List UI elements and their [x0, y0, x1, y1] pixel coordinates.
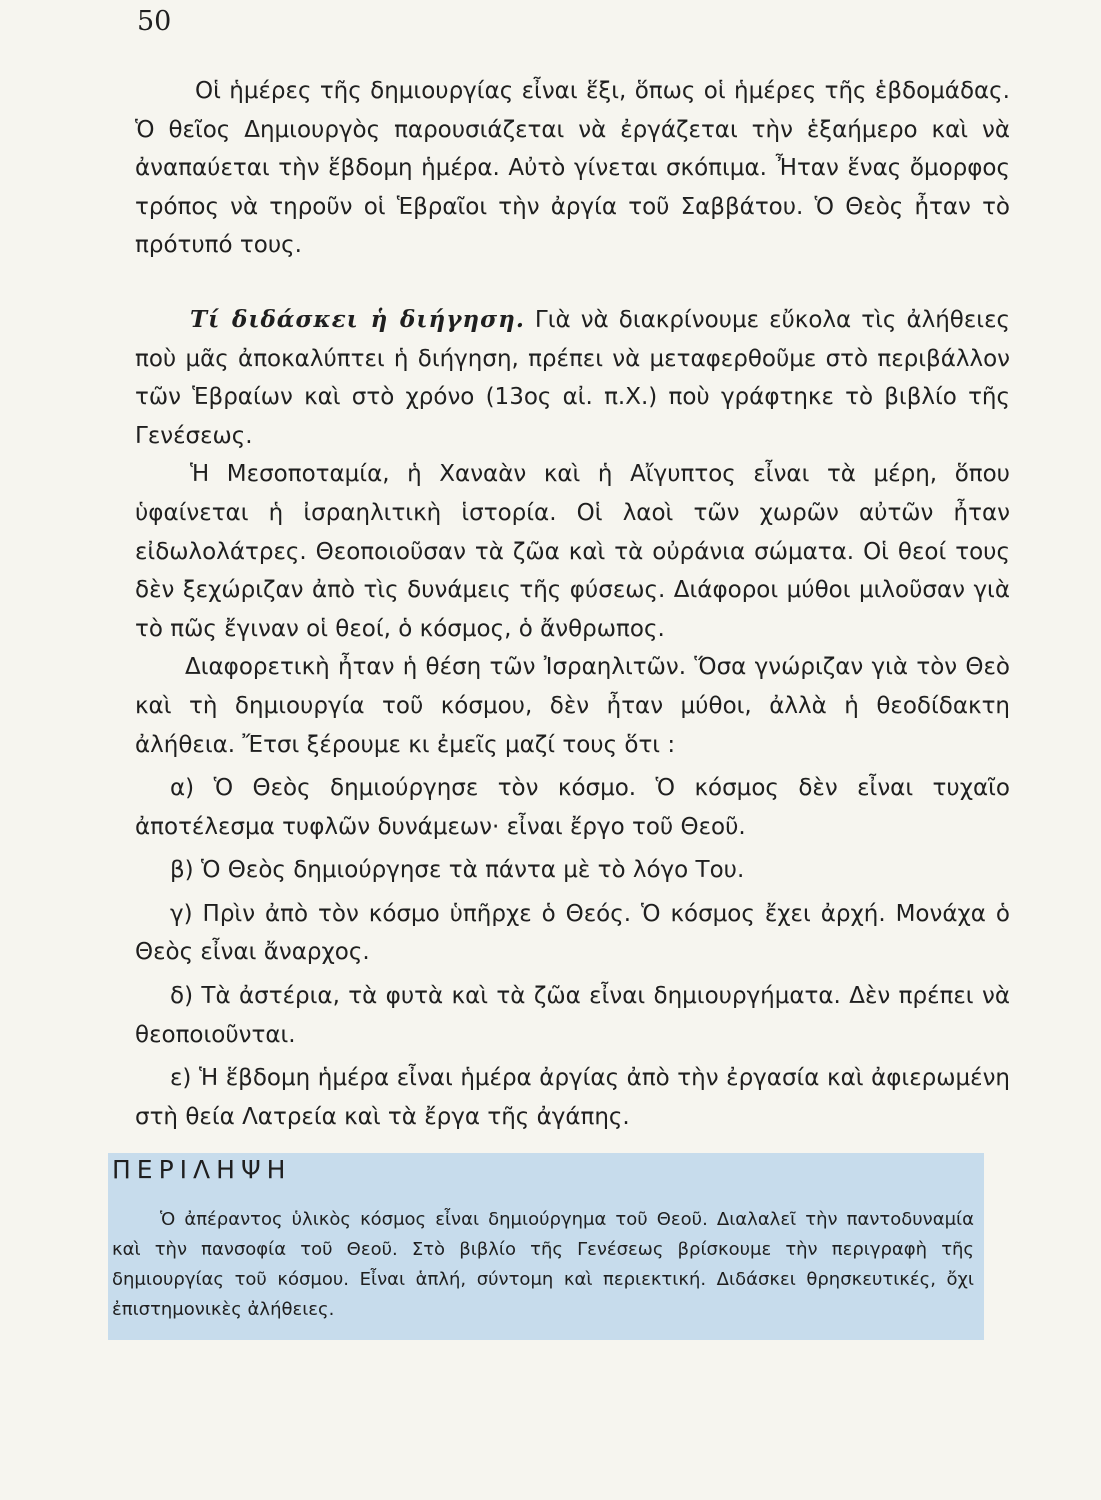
paragraph-teaching [135, 301, 1010, 455]
list-item: ε) Ἡ ἕβδομη ἡμέρα εἶναι ἡμέρα ἀργίας ἀπὸ τὴν ἐργασία καὶ ἀφιερωμένη στὴ θεία Λατρεία καὶ τὰ ἔργα τῆς ἀγάπης. [135, 1065, 1010, 1130]
section-heading-teaching: Τί διδάσκει ἡ διήγηση. [190, 305, 525, 333]
page-number: 50 [137, 6, 172, 37]
paragraph-teaching-text: Γιὰ νὰ διακρίνουμε εὔκολα τὶς ἀλήθειες ποὺ μᾶς ἀποκαλύπτει ἡ διήγηση, πρέπει νὰ μεταφερθοῦμε στὸ περιβάλλον τῶν Ἑβραίων καὶ στὸ χρόνο (13ος αἰ. π.Χ.) ποὺ γράφτηκε τὸ βιβλίο τῆς Γενέσεως. [135, 306, 1011, 449]
paragraph-context: Ἡ Μεσοποταμία, ἡ Χαναὰν καὶ ἡ Αἴγυπτος εἶναι τὰ μέρη, ὅπου ὑφαίνεται ἡ ἰσραηλιτικὴ ἱστορία. Οἱ λαοὶ τῶν χωρῶν αὐτῶν ἦταν εἰδωλολάτρες. Θεοποιοῦσαν τὰ ζῶα καὶ τὰ οὐράνια σώματα. Οἱ θεοί τους δὲν ξεχώριζαν ἀπὸ τὶς δυνάμεις τῆς φύσεως. Διάφοροι μύθοι μιλοῦσαν γιὰ τὸ πῶς ἔγιναν οἱ θεοί, ὁ κόσμος, ὁ ἄνθρωπος. [135, 461, 1010, 642]
paragraph-israelites: Διαφορετικὴ ἦταν ἡ θέση τῶν Ἰσραηλιτῶν. Ὅσα γνώριζαν γιὰ τὸν Θεὸ καὶ τὴ δημιουργία τοῦ κόσμου, δὲν ἦταν μύθοι, ἀλλὰ ἡ θεοδίδακτη ἀλήθεια. Ἔτσι ξέρουμε κι ἐμεῖς μαζί τους ὅτι : [135, 654, 1010, 758]
main-text [135, 72, 1010, 1136]
summary-title: ΠΕΡΙΛΗΨΗ [112, 1155, 292, 1184]
list-item: δ) Τὰ ἀστέρια, τὰ φυτὰ καὶ τὰ ζῶα εἶναι δημιουργήματα. Δὲν πρέπει νὰ θεοποιοῦνται. [135, 983, 1010, 1048]
paragraph-days-of-creation: Οἱ ἡμέρες τῆς δημιουργίας εἶναι ἕξι, ὅπως οἱ ἡμέρες τῆς ἑβδομάδας. Ὁ θεῖος Δημιουργὸς παρουσιάζεται νὰ ἐργάζεται τὴν ἑξαήμερο καὶ νὰ ἀναπαύεται τὴν ἕβδομη ἡμέρα. Αὐτὸ γίνεται σκόπιμα. Ἦταν ἕνας ὄμορφος τρόπος νὰ τηροῦν οἱ Ἑβραῖοι τὴν ἀργία τοῦ Σαββάτου. Ὁ Θεὸς ἦταν τὸ πρότυπό τους. [135, 78, 1010, 259]
list-item: γ) Πρὶν ἀπὸ τὸν κόσμο ὑπῆρχε ὁ Θεός. Ὁ κόσμος ἔχει ἀρχή. Μονάχα ὁ Θεὸς εἶναι ἄναρχος. [135, 900, 1010, 966]
summary-text: Ὁ ἀπέραντος ὑλικὸς κόσμος εἶναι δημιούργημα τοῦ Θεοῦ. Διαλαλεῖ τὴν παντοδυναμία καὶ τὴν πανσοφία τοῦ Θεοῦ. Στὸ βιβλίο τῆς Γενέσεως βρίσκουμε τὴν περιγραφὴ τῆς δημιουργίας τοῦ κόσμου. Εἶναι ἁπλή, σύντομη καὶ περιεκτική. Διδάσκει θρησκευτικές, ὄχι ἐπιστημονικὲς ἀλήθειες. [112, 1209, 974, 1320]
list-item: β) Ὁ Θεὸς δημιούργησε τὰ πάντα μὲ τὸ λόγο Του. [170, 857, 745, 884]
list-item: α) Ὁ Θεὸς δημιούργησε τὸν κόσμο. Ὁ κόσμος δὲν εἶναι τυχαῖο ἀποτέλεσμα τυφλῶν δυνάμεων· εἶναι ἔργο τοῦ Θεοῦ. [135, 775, 1010, 840]
